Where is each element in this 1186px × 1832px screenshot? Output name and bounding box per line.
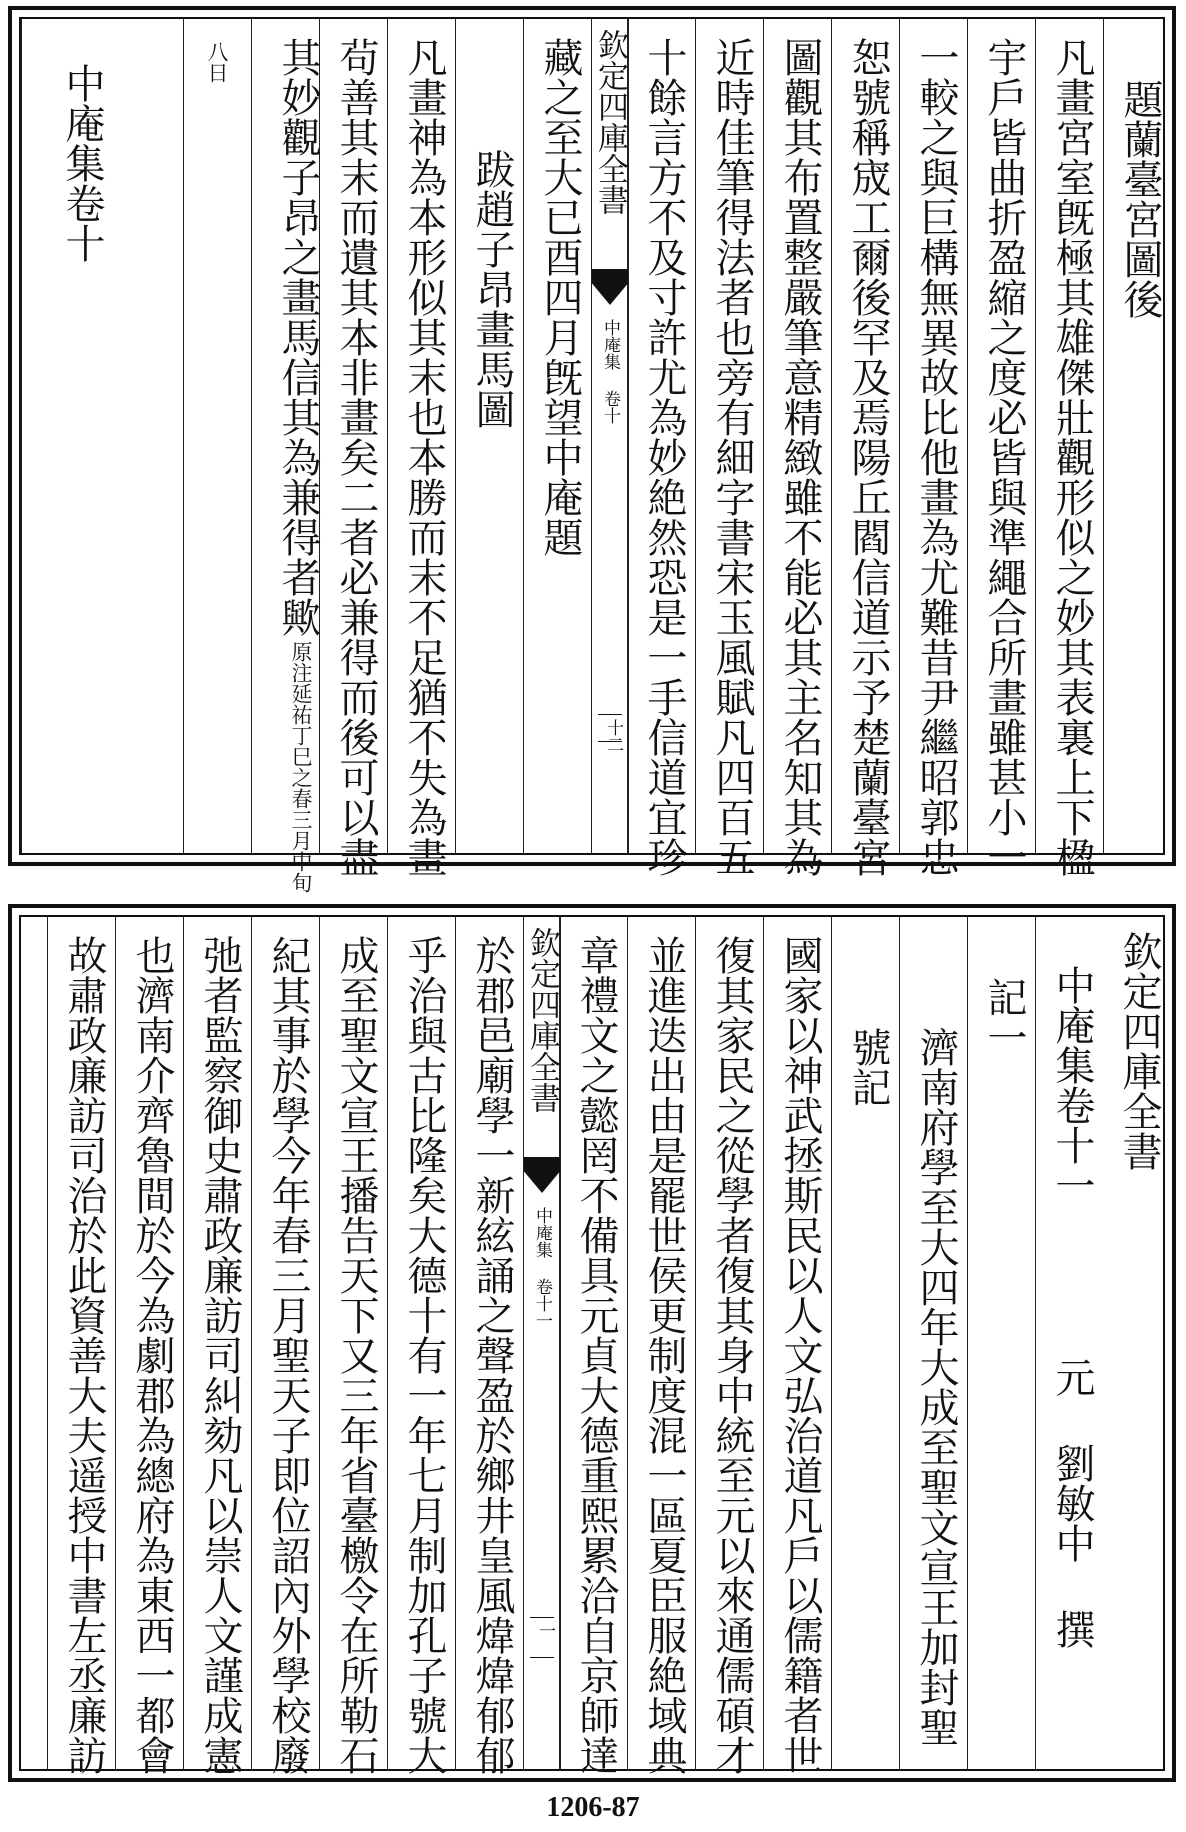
column — [1103, 917, 1171, 1769]
column — [115, 917, 184, 1775]
text-column: 近時佳筆得法者也旁有細字書宋玉風賦凡四百五 — [709, 37, 755, 877]
section-title: 記一 — [981, 977, 1027, 1057]
fold-subtitle: 中庵集 卷十 — [600, 319, 620, 424]
column — [627, 917, 696, 1775]
column — [387, 19, 456, 877]
column — [523, 19, 592, 853]
text-column: 藏之至大已酉四月旣望中庵題 — [537, 37, 583, 557]
text-column: 故肅政廉訪司治於此資善大夫遥授中書左丞廉訪 — [61, 935, 107, 1775]
author-line: 元 劉敏中 撰 — [1049, 1357, 1095, 1649]
column — [387, 917, 456, 1775]
text-column: 紀其事於學今年春三月聖天子即位詔內外學校廢 — [265, 935, 311, 1775]
column — [183, 19, 252, 853]
column — [695, 19, 764, 877]
text-column: 弛者監察御史肅政廉訪司糾劾凡以崇人文謹成憲 — [197, 935, 243, 1775]
fold-margin — [523, 917, 561, 1769]
text-column: 十餘言方不及寸許尤為妙絶然恐是一手信道宜珍 — [641, 37, 687, 877]
text-column: 凡畫宮室旣極其雄傑壯觀形似之妙其表裏上下楹 — [1049, 37, 1095, 877]
column — [1103, 19, 1172, 853]
column — [763, 917, 832, 1775]
essay-title: 跋趙子昂畫馬圖 — [469, 149, 515, 429]
column — [1035, 19, 1104, 877]
book-title: 中庵集卷十一 — [1049, 965, 1095, 1205]
fold-rule — [598, 741, 622, 742]
column — [967, 19, 1036, 877]
annotation-note: 原注延祐丁巳之春三月中旬 — [289, 641, 313, 893]
text-column: 也濟南介齊魯間於今為劇郡為總府為東西一都會 — [129, 935, 175, 1775]
text-column: 茍善其末而遺其本非畫矣二者必兼得而後可以盡 — [333, 37, 379, 877]
column — [1035, 917, 1104, 1769]
column — [455, 19, 524, 853]
bottom-page-frame — [19, 915, 1165, 1775]
text-column: 復其家民之從學者復其身中統至元以來通儒碩才 — [709, 935, 755, 1775]
fold-subtitle: 中庵集 卷十一 — [532, 1207, 552, 1329]
page-footer-number: 1206-87 — [546, 1792, 640, 1823]
column — [695, 917, 764, 1775]
fold-page-number: 一 — [535, 1622, 555, 1639]
top-page-frame — [19, 17, 1165, 893]
column — [899, 917, 968, 1769]
fishtail-mark — [592, 269, 628, 305]
text-column: 成至聖文宣王播告天下又三年省臺檄令在所勒石 — [333, 935, 379, 1775]
column — [251, 917, 320, 1775]
column — [47, 917, 116, 1775]
fold-rule — [598, 714, 622, 715]
column — [967, 917, 1036, 1769]
fold-rule — [530, 1657, 554, 1658]
text-column: 於郡邑廟學一新絃誦之聲盈於鄉井皇風煒煒郁郁 — [469, 935, 515, 1775]
column — [559, 917, 628, 1775]
fishtail-mark — [524, 1157, 560, 1193]
text-column: 宇戶皆曲折盈縮之度必皆與準繩合所畫雖甚小一 — [981, 37, 1027, 877]
text-column: 並進迭出由是罷世侯更制度混一區夏臣服絶域典 — [641, 935, 687, 1775]
essay-title: 濟南府學至大四年大成至聖文宣王加封聖 — [913, 1027, 959, 1747]
text-column: 凡畫神為本形似其末也本勝而末不足猶不失為畫 — [401, 37, 447, 877]
text-column: 圖觀其布置整嚴筆意精緻雖不能必其主名知其為 — [777, 37, 823, 877]
column — [455, 917, 524, 1775]
text-column: 章禮文之懿罔不備具元貞大德重熙累洽自京師達 — [573, 935, 619, 1775]
column — [183, 917, 252, 1775]
text-column: 國家以神武拯斯民以人文弘治道凡戶以儒籍者世 — [777, 935, 823, 1775]
text-column: 一較之與巨構無異故比他畫為尤難昔尹繼昭郭忠 — [913, 37, 959, 877]
essay-title-tail: 號記 — [845, 1027, 891, 1107]
column — [899, 19, 968, 877]
column — [831, 19, 900, 877]
text-column: 其妙觀子昂之畫馬信其為兼得者歟 — [275, 37, 321, 637]
fold-margin — [591, 19, 629, 853]
book-title-footer: 中庵集卷十 — [59, 63, 105, 263]
column — [627, 19, 696, 877]
column — [831, 917, 900, 1769]
column — [763, 19, 832, 877]
fold-page-number: 十二 — [603, 719, 623, 753]
text-column: 恕號稱宬工爾後罕及焉陽丘閻信道示予楚蘭臺宮 — [845, 37, 891, 877]
fold-rule — [530, 1617, 554, 1618]
column — [251, 19, 321, 893]
page-header: 欽定四庫全書 — [1116, 931, 1162, 1171]
text-column: 乎治與古比隆矣大德十有一年七月制加孔子號大 — [401, 935, 447, 1775]
fold-title: 欽定四庫全書 — [524, 927, 560, 1113]
column — [319, 917, 388, 1775]
fold-title: 欽定四庫全書 — [592, 29, 628, 215]
top-page — [8, 6, 1176, 893]
annotation-note-tail: 八日 — [205, 41, 229, 83]
column — [21, 19, 184, 853]
essay-title: 題蘭臺宮圖後 — [1117, 79, 1163, 319]
bottom-page — [8, 904, 1176, 1782]
